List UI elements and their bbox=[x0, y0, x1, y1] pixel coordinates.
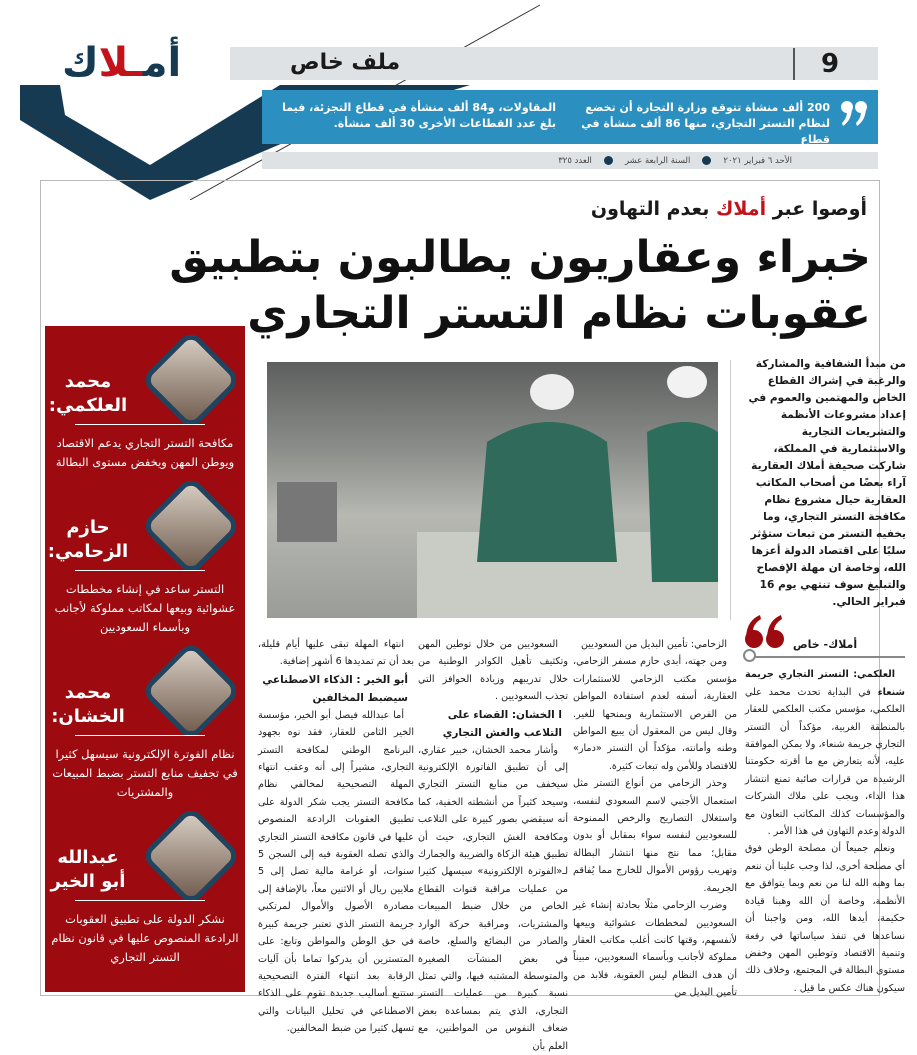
paragraph: وحذر الزحامي من أنواع التستر مثل استعمال الأجنبي لاسم السعودي لنفسه، واستغلال التصاريح والرخص الممنوحة للسعوديين لنفسه سواء بمقابل أو بدون مقابل؛ مما نتج منها انتشار البطالة وتهريب رؤوس الأموال للخارج مما يُفاقم الجريمة. bbox=[573, 778, 737, 894]
article-intro: من مبدأ الشفافية والمشاركة والرغبة في إشراك القطاع الخاص والمهتمين والعموم في إعداد مشروعات الأنظمة والتشريعات التجارية والاستثمارية في المملكة، شاركت صحيفة أملاك العقارية آراء بعضًا من أصحاب المكاتب العقارية حيال مشروع نظام مكافحة التستر التجاري، وما يخفيه التستر من تبعات ستؤثر سلبًا على اقتصاد الدولة أعزها الله، وخاصة ان مهلة الإفصاح والتبليغ سوف تنتهي يوم 16 فبراير الحالي. bbox=[748, 358, 906, 608]
paragraph: وضرب الزحامي مثلًا بحادثة إنشاء غير السعوديين لمخططات عشوائية وبيعها لأنفسهم، وقتها كانت أغلب مكاتب العقار مملوكة لأجانب وبأسماء السعوديين، مبيناً أن هدف النظام ليس العقوبة، فلابد من تأمين البديل من bbox=[573, 900, 737, 999]
issue-date: الأحد ٦ فبراير ٢٠٢١ bbox=[723, 155, 792, 166]
paragraph: ونعلم جميعاً أن مصلحة الوطن فوق أي مصلحة أخرى، لذا وجب علينا أن ننعم بما وهبه الله لنا من نعم وبما يتوافق مع الأنظمة، وخاصة أن الله وهبنا قيادة حكيمة، أيدها الله، ومن واجبنا أن نساعدها في تنفذ سياساتها في رفعة وتنمية الاقتصاد وتوطين المهن وخفض مستوى البطالة في المجتمع، وخلاف ذلك سيكون هناك عكس ما قيل . bbox=[745, 843, 905, 994]
portrait-image bbox=[140, 640, 242, 742]
paragraph: ومن جهته، أبدى حازم مسفر الزحامي، مؤسس مكتب الزحامي للاستثمارات العقارية، أسفه لعدم استفادة المواطن من الفرص الاستثمارية ويمنحها للغير. وقال ليس من المعقول أن يبيع المواطن وطنه وأمانته، مؤكداً أن التستر «دمار» للاقتصاد وللأمن وله تبعات كثيرة. bbox=[573, 656, 737, 772]
article-column-4 bbox=[258, 636, 414, 1038]
profile-quote: نشكر الدولة على تطبيق العقوبات الرادعة المنصوص عليها في قانون نظام التستر التجاري bbox=[51, 912, 239, 964]
profile-card bbox=[45, 643, 245, 802]
issue-info bbox=[262, 152, 878, 169]
highlight-text-1: 200 ألف منشاة تتوقع وزارة التجارة أن تخضع لنظام التستر التجاري، منها 86 ألف منشأة في قطاع bbox=[581, 101, 830, 146]
workers-scene bbox=[267, 362, 718, 618]
paragraph: أما عبدالله فيصل أبو الخير، مؤسسة الخير الثامن للعقار، فقد نوه بجهود البرنامج الوطني لمكافحة التستر التجاري، مشيراً إلى أنه وعقب انتهاء المهلة التصحيحية لمخالفي نظام مكافحة التستر يجب شكر الدولة على تطبيق العقوبات الرادعة المنصوص عليها في قانون مكافحة التستر التجاري والذي تصله العقوبة فيه إلى السجن 5 سنوات، أو غرامة مالية تصل إلى 5 ملايين ريال أو الاثنين معاً، بالإضافة إلى مصادرة الأصول والأموال لمرتكبي جريمة التستر الذي تعتبر جريمة كبيرة في حق الوطن والمواطن وتابع: على المتسترين أن يدركوا تماما بأن آليات الرقابة بعد انتهاء الفترة التصحيحية ستتبع أساليب جديدة تقوم على الذكاء الاصطناعي في تحليل البيانات والتي تسهل كثيرا من ضبط المخالفين. bbox=[258, 709, 414, 1035]
article-column-1 bbox=[745, 636, 905, 997]
article-column-3 bbox=[418, 636, 568, 1055]
profile-name: حازم الزحامي: bbox=[47, 517, 129, 562]
portrait-image bbox=[140, 329, 242, 431]
bullet-icon bbox=[702, 156, 711, 165]
paragraph: العلكمي: التستر التجاري جريمة شنعاء في البداية تحدث محمد علي العلكمي، مؤسس مكتب العلكمي للعقار بالمنطقة الغربية، مؤكداً أن التستر التجاري جريمة شنعاء، ولا يمكن الموافقة عليه، لأنه يتعارض مع ما أقرته حكومتنا الرشيدة من قرارات صائبة تمنع انتشار هذا الداء، ويجب على ملاك الشركات والمؤسسات كذلك المكاتب التعاون مع الدولة وعدم التهاون في هذا الأمر . bbox=[745, 669, 905, 838]
profile-name: محمد العلكمي: bbox=[48, 371, 128, 416]
kicker-text: بعدم التهاون bbox=[590, 198, 710, 220]
paragraph: السعوديين من خلال توطين المهن وتكثيف تأهيل الكوادر الوطنية من خلال تدريبهم وزيادة الحوافز التي تجذب السعوديين . bbox=[418, 639, 568, 703]
profile-name: عبدالله أبو الخير bbox=[50, 847, 126, 892]
profile-quote: نظام الفوترة الإلكترونية سيسهل كثيرا في تجفيف منابع التستر بضبط المبيعات والمشتريات bbox=[52, 747, 238, 799]
paragraph: الزحامي: تأمين البديل من السعوديين bbox=[580, 639, 727, 650]
highlight-banner bbox=[262, 90, 878, 144]
kicker bbox=[591, 198, 867, 220]
byline: أملاك- خاص bbox=[745, 636, 905, 658]
subheading: ا الخشان: القضاء على التلاعب والغش التجاري bbox=[442, 708, 562, 739]
portrait-image bbox=[140, 805, 242, 907]
profile-card bbox=[45, 478, 245, 637]
portrait-image bbox=[140, 475, 242, 577]
page-number: 9 bbox=[793, 48, 865, 80]
article-column-2 bbox=[573, 636, 737, 1002]
logo: أمـلاك bbox=[62, 40, 182, 86]
paragraph: انتهاء المهلة تبقى عليها أيام قليلة، بعد أن تم تمديدها 6 أشهر إضافية. bbox=[258, 639, 414, 668]
profile-name: محمد الخشان: bbox=[51, 682, 125, 727]
section-title: ملف خاص bbox=[290, 50, 401, 75]
divider bbox=[75, 735, 205, 736]
issue-year: السنة الرابعة عشر bbox=[624, 155, 691, 166]
column-divider bbox=[730, 360, 731, 620]
quote-icon bbox=[840, 98, 868, 130]
quotes-sidebar bbox=[45, 326, 245, 992]
profile-quote: مكافحة التستر التجاري يدعم الاقتصاد ويوطن المهن ويخفض مستوى البطالة bbox=[55, 436, 235, 469]
highlight-text-2: المقاولات، و84 ألف منشأة في قطاع التجزئة، فيما بلغ عدد القطاعات الأخرى 30 ألف منشأة. bbox=[282, 101, 556, 130]
article-photo bbox=[267, 362, 718, 618]
issue-number: العدد ٣٢٥ bbox=[558, 155, 592, 166]
divider bbox=[75, 424, 205, 425]
profile-quote: التستر ساعد في إنشاء مخططات عشوائية وبيعها لمكاتب مملوكة لأجانب وبأسماء السعوديين bbox=[54, 582, 236, 634]
bullet-icon bbox=[604, 156, 613, 165]
divider bbox=[75, 570, 205, 571]
profile-card bbox=[45, 332, 245, 472]
kicker-text: أوصوا عبر bbox=[772, 198, 867, 220]
profile-card bbox=[45, 808, 245, 967]
subheading: أبو الخير : الذكاء الاصطناعي سيضبط المخالفين bbox=[262, 673, 408, 704]
divider bbox=[75, 900, 205, 901]
headline: خبراء وعقاريون يطالبون بتطبيق عقوبات نظام التستر التجاري bbox=[169, 232, 871, 339]
kicker-brand: أملاك bbox=[715, 198, 767, 220]
paragraph: وأشار محمد الخشان، خبير عقاري، إلى أن تطبيق الفاتورة الإلكترونية سيخفف من منابع التستر التجاري وسيحد كثيراً من أنشطته الخفية، كما أنه سيقضي بصور كبيرة على التلاعب ومكافحة الغش التجاري، حيث أن تطبيق هيئة الزكاة والضريبة والجمارك لـ«الفوترة الإلكترونية» سيسهل كثيرا من عمليات مراقبة قنوات القطاع الخاص من خلال ضبط المبيعات والمشتريات، ومراقبة حركة الوارد والصادر من البضائع والسلع، خاصة في بعض المنشآت الصغيرة والمتوسطة المشتبه فيها، والتي تمثل نسبة كبيرة من عمليات التستر التجاري، الذي يتم بمساعدة بعض ضعاف النفوس من المواطنين، مع العلم بأن bbox=[418, 744, 568, 1052]
